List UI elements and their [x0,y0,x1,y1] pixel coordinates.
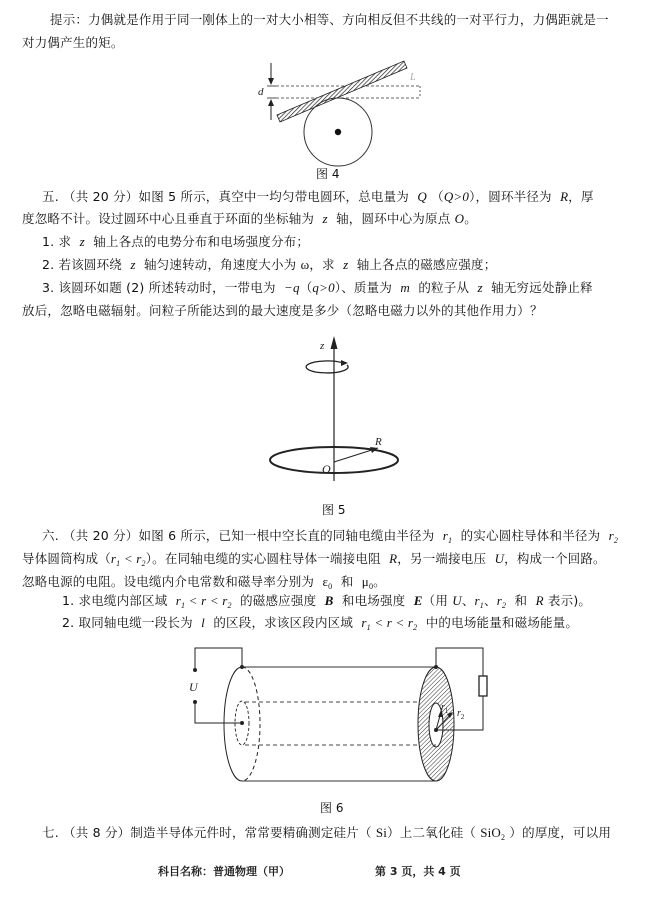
r: r [474,593,480,608]
math-z: z [343,257,349,272]
sub: 2 [501,601,507,610]
problem-5-question-2 [42,257,496,273]
sub: 1 [479,601,484,610]
lt: < [370,615,387,630]
r: r [361,615,367,630]
figure-5 [265,335,415,485]
figure-4-caption: 图 4 [316,167,340,181]
math-r2 [609,528,618,543]
r: r [407,615,414,630]
sub: 0 [328,582,333,591]
r: r [442,528,449,543]
text: 和 [514,593,528,608]
text: ）的厚度，可以用 [509,825,612,840]
r: r [608,528,614,543]
lt: < [206,593,223,608]
eps: ε [322,574,329,589]
math-r1 [443,528,452,543]
text: ），圆环半径为 [469,189,552,204]
math-U: U [452,593,462,608]
math-mu0 [362,574,373,589]
math-z: z [130,257,136,272]
problem-5-header: 五. （共 20 分）如图 5 所示，真空中一均匀带电圆环，总电量为 [42,189,409,204]
text: 2. 取同轴电缆一段长为 [62,615,193,630]
math-epsilon0 [322,574,332,589]
text: 表示)。 [547,593,592,608]
figure-5-caption: 图 5 [322,503,346,517]
math-z: z [322,211,328,226]
footer-page-number: 第 3 页，共 4 页 [375,865,461,878]
r: r [201,593,207,608]
math-B: B [324,593,334,608]
formula-Si: Si [375,825,388,840]
math-E: E [413,593,423,608]
problem-7-line-1 [42,825,611,846]
problem-6-question-2 [62,615,578,636]
sub: 2 [501,833,506,842]
text: 七. （共 8 分）制造半导体元件时，常常要精确测定硅片（ [42,825,372,840]
label-L: L [410,72,416,83]
text: 和电场强度 [341,593,406,608]
resistor-icon [479,676,487,696]
math-z: z [79,234,85,249]
text: ，求 [309,257,335,272]
math-Q: Q [417,189,427,204]
hatched-rod [277,61,407,122]
sub: 1 [448,536,453,545]
sub: 2 [227,601,232,610]
text: 忽略电源的电阻。设电缆内介电常数和磁导率分别为 [22,574,315,589]
text: （用 [422,593,449,608]
center-dot [335,129,341,135]
r: r [175,593,182,608]
text: 度忽略不计。设过圆环中心且垂直于环面的坐标轴为 [22,211,315,226]
math-m: m [400,280,410,295]
math-l: l [201,615,205,630]
text: 3. 该圆环如题 (2) 所述转动时，一带电为 [42,280,276,295]
problem-6-line-1 [42,528,618,549]
text: 和 [340,574,354,589]
r: r [441,702,445,713]
text: 的区段，求该区段内区域 [213,615,354,630]
problem-5-question-3 [42,280,593,296]
math-omega: ω [300,257,310,272]
problem-6-header: 六. （共 20 分）如图 6 所示，已知一根中空长直的同轴电缆由半径为 [42,528,435,543]
text: ）上二氧化硅（ [387,825,476,840]
figure-4 [250,58,420,168]
math-Q-condition: Q>0 [443,189,470,204]
text: 。 [464,211,477,226]
text: ）。在同轴电缆的实心圆柱导体一端接电阻 [145,551,381,566]
label-d: d [258,86,264,98]
text: 轴上各点的磁感应强度； [356,257,497,272]
r: r [496,593,502,608]
r: r [110,551,117,566]
z-axis-arrow-icon [331,336,338,349]
math-minus-q: −q [284,280,300,295]
hint-line-2: 对力偶产生的矩。 [22,35,124,50]
text: 轴上各点的电势分布和电场强度分布； [93,234,310,249]
hint-label: 提示 [50,12,76,27]
r: r [222,593,228,608]
sub: 2 [141,559,146,568]
mu: μ [361,574,369,589]
text: （ [299,280,313,295]
sub: 1 [116,559,121,568]
text: ）、质量为 [334,280,393,295]
math-region [176,593,232,608]
sub: 1 [181,601,186,610]
paren: （ [431,189,444,204]
formula-SiO2 [480,825,505,840]
lt: < [120,551,137,566]
math-R: R [389,551,398,566]
text: SiO [480,825,502,840]
math-z: z [477,280,483,295]
problem-5-line-1 [42,189,594,205]
problem-6-line-3 [22,574,386,595]
figure-6 [170,640,510,800]
label-z: z [320,340,325,352]
hint-text: ：力偶就是作用于同一刚体上的一对大小相等、方向相反但不共线的一对平行力，力偶距就是一 [75,12,609,27]
right-end-annulus [418,667,454,781]
label-U: U [189,680,198,694]
sub: 2 [460,713,465,721]
r: r [136,551,142,566]
problem-5-question-1 [42,234,309,250]
text: ，另一端接电压 [397,551,487,566]
sep: 、 [461,593,475,608]
math-O: O [454,211,465,226]
math-r1 [475,593,484,608]
text: 1. 求电缆内部区域 [62,593,168,608]
math-R: R [560,189,569,204]
sep: 、 [483,593,497,608]
problem-6-question-1 [62,593,591,614]
problem-5-line-2 [22,211,477,227]
lt: < [392,615,408,630]
problem-5-question-3-line-2: 放后，忽略电磁辐射。问粒子所能达到的最大速度是多少（忽略电磁力以外的其他作用力）？ [22,303,543,318]
sub: 1 [444,707,449,715]
math-U: U [494,551,505,566]
left-end-dashed [242,667,260,781]
left-wire [195,648,242,670]
hint-line-1 [50,12,609,28]
sub: 0 [368,582,374,591]
text: ，构成一个回路。 [504,551,606,566]
text: 的磁感应强度 [240,593,317,608]
figure-6-caption: 图 6 [320,801,344,815]
text: 1. 求 [42,234,72,249]
label-R: R [375,436,382,448]
sub: 1 [366,623,371,632]
text: 导体圆筒构成（ [22,551,111,566]
text: 的粒子从 [418,280,470,295]
label-r2 [457,708,465,721]
math-r1-lt-r2 [111,551,146,566]
text: 轴匀速转动，角速度大小为 [143,257,297,272]
text: ，厚 [568,189,594,204]
math-R: R [535,593,544,608]
label-O: O [322,462,331,476]
text: 。 [373,574,386,589]
lt: < [185,593,202,608]
problem-6-line-2 [22,551,606,572]
text: 的实心圆柱导体和半径为 [460,528,601,543]
footer-subject: 科目名称：普通物理（甲） [158,865,290,878]
text: 2. 若该圆环绕 [42,257,122,272]
text: 轴无穷远处静止释 [491,280,593,295]
left-end-solid [224,667,242,781]
math-r2 [497,593,506,608]
text: 中的电场能量和磁场能量。 [425,615,579,630]
r: r [386,615,393,630]
sub: 2 [613,536,619,545]
r: r [457,708,461,719]
math-q-condition: q>0 [312,280,335,295]
text: 轴，圆环中心为原点 [336,211,451,226]
sub: 2 [413,623,418,632]
math-region [361,615,417,630]
